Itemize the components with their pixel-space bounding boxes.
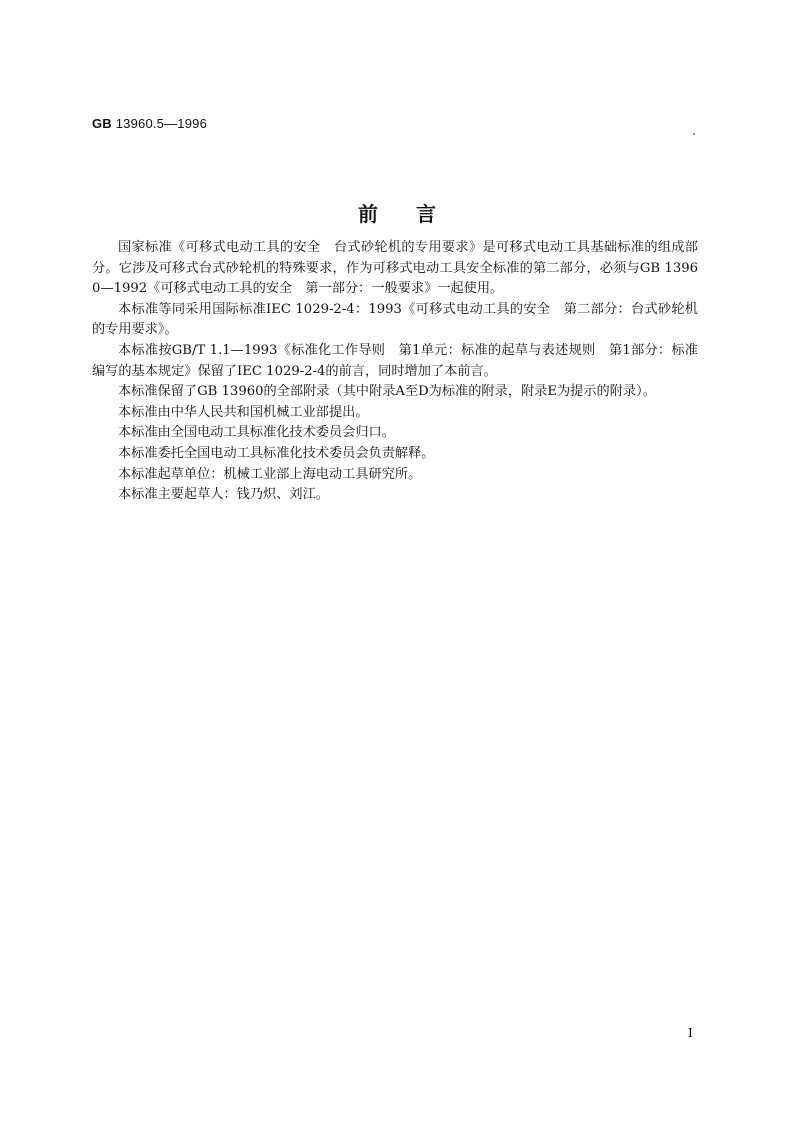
page-number: I (688, 1026, 693, 1040)
page-title: 前言 (358, 202, 474, 226)
paragraph-6: 本标准由全国电动工具标准化技术委员会归口。 (118, 425, 395, 441)
paragraph-9: 本标准主要起草人：钱乃炽、刘江。 (118, 487, 329, 503)
paragraph-4: 本标准保留了GB 13960的全部附录（其中附录A至D为标准的附录，附录E为提示的附录）。 (118, 384, 656, 400)
paragraph-1: 国家标准《可移式电动工具的安全 台式砂轮机的专用要求》是可移式电动工具基础标准的组成部分。它涉及可移式台式砂轮机的特殊要求，作为可移式电动工具安全标准的第二部分，必须与GB 13960—1992《可移式电动工具的安全 第一部分：一般要求》一起使用。 (92, 240, 698, 297)
standard-code-header (92, 116, 207, 131)
paragraph-5: 本标准由中华人民共和国机械工业部提出。 (118, 404, 369, 420)
paragraph-2: 本标准等同采用国际标准IEC 1029-2-4：1993《可移式电动工具的安全 第二部分：台式砂轮机的专用要求》。 (92, 301, 698, 338)
paragraph-7: 本标准委托全国电动工具标准化技术委员会负责解释。 (118, 445, 435, 461)
preface-body (92, 238, 698, 506)
paragraph-8: 本标准起草单位：机械工业部上海电动工具研究所。 (118, 466, 422, 482)
paragraph-3: 本标准按GB/T 1.1—1993《标准化工作导则 第1单元：标准的起草与表述规则 第1部分：标准编写的基本规定》保留了IEC 1029-2-4的前言，同时增加了本前言。 (92, 342, 698, 379)
standard-number: 13960.5—1996 (115, 116, 208, 131)
scan-dot-mark (693, 133, 695, 135)
standard-prefix: GB (92, 116, 112, 131)
